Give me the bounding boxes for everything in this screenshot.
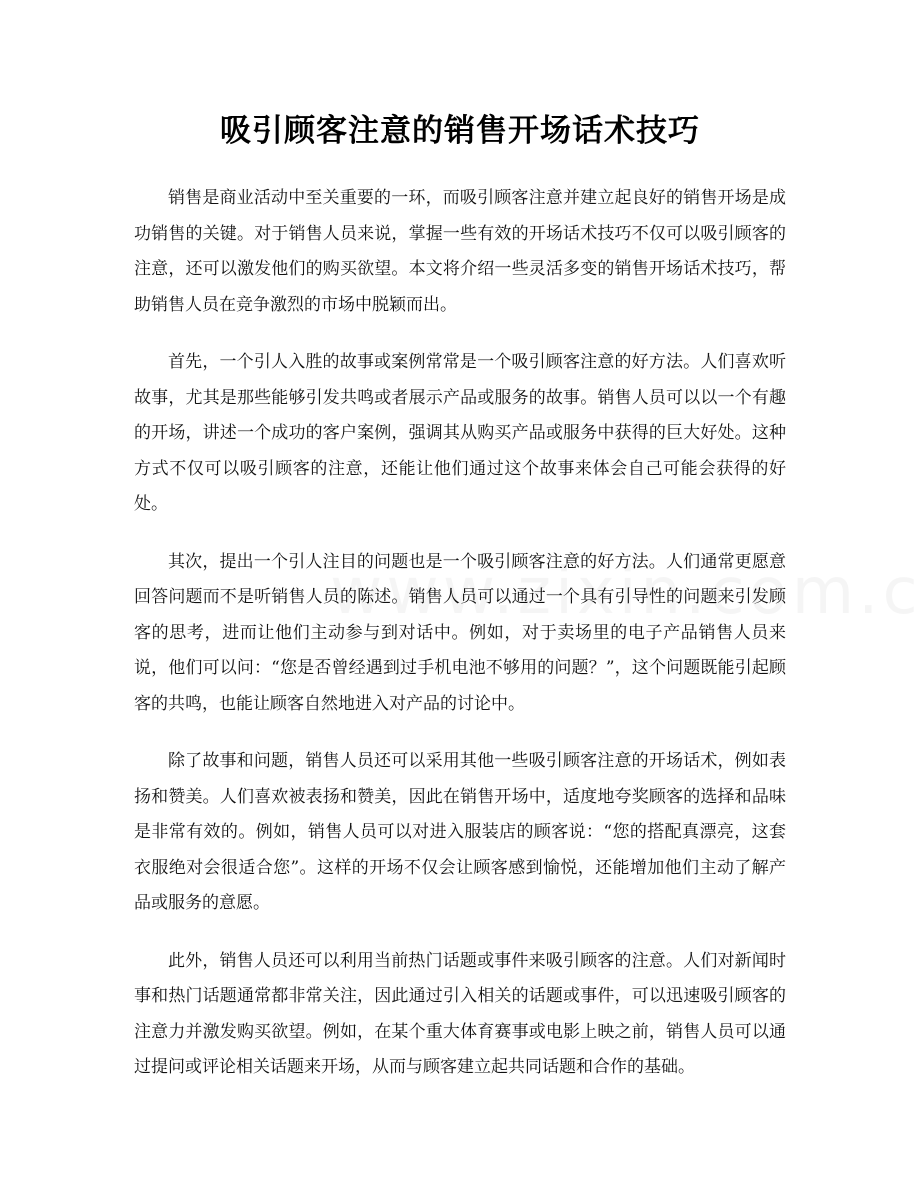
document-body xyxy=(134,181,786,1108)
paragraph-question: 其次，提出一个引人注目的问题也是一个吸引顾客注意的好方法。人们通常更愿意回答问题而不是听销售人员的陈述。销售人员可以通过一个具有引导性的问题来引发顾客的思考，进而让他们主动参与到对话中。例如，对于卖场里的电子产品销售人员来说，他们可以问：“您是否曾经遇到过手机电池不够用的问题？”，这个问题既能引起顾客的共鸣，也能让顾客自然地进入对产品的讨论中。 xyxy=(134,551,786,714)
paragraph-story: 首先，一个引人入胜的故事或案例常常是一个吸引顾客注意的好方法。人们喜欢听故事，尤其是那些能够引发共鸣或者展示产品或服务的故事。销售人员可以以一个有趣的开场，讲述一个成功的客户案例，强调其从购买产品或服务中获得的巨大好处。这种方式不仅可以吸引顾客的注意，还能让他们通过这个故事来体会自己可能会获得的好处。 xyxy=(134,352,786,514)
paragraph-hot-topics: 此外，销售人员还可以利用当前热门话题或事件来吸引顾客的注意。人们对新闻时事和热门话题通常都非常关注，因此通过引入相关的话题或事件，可以迅速吸引顾客的注意力并激发购买欲望。例如，在某个重大体育赛事或电影上映之前，销售人员可以通过提问或评论相关话题来开场，从而与顾客建立起共同话题和合作的基础。 xyxy=(134,950,786,1077)
paragraph-praise: 除了故事和问题，销售人员还可以采用其他一些吸引顾客注意的开场话术，例如表扬和赞美。人们喜欢被表扬和赞美，因此在销售开场中，适度地夸奖顾客的选择和品味是非常有效的。例如，销售人员可以对进入服装店的顾客说：“您的搭配真漂亮，这套衣服绝对会很适合您”。这样的开场不仅会让顾客感到愉悦，还能增加他们主动了解产品或服务的意愿。 xyxy=(134,751,786,913)
document-title: 吸引顾客注意的销售开场话术技巧 xyxy=(220,113,700,149)
paragraph-intro: 销售是商业活动中至关重要的一环，而吸引顾客注意并建立起良好的销售开场是成功销售的关键。对于销售人员来说，掌握一些有效的开场话术技巧不仅可以吸引顾客的注意，还可以激发他们的购买欲望。本文将介绍一些灵活多变的销售开场话术技巧，帮助销售人员在竞争激烈的市场中脱颖而出。 xyxy=(134,188,786,315)
